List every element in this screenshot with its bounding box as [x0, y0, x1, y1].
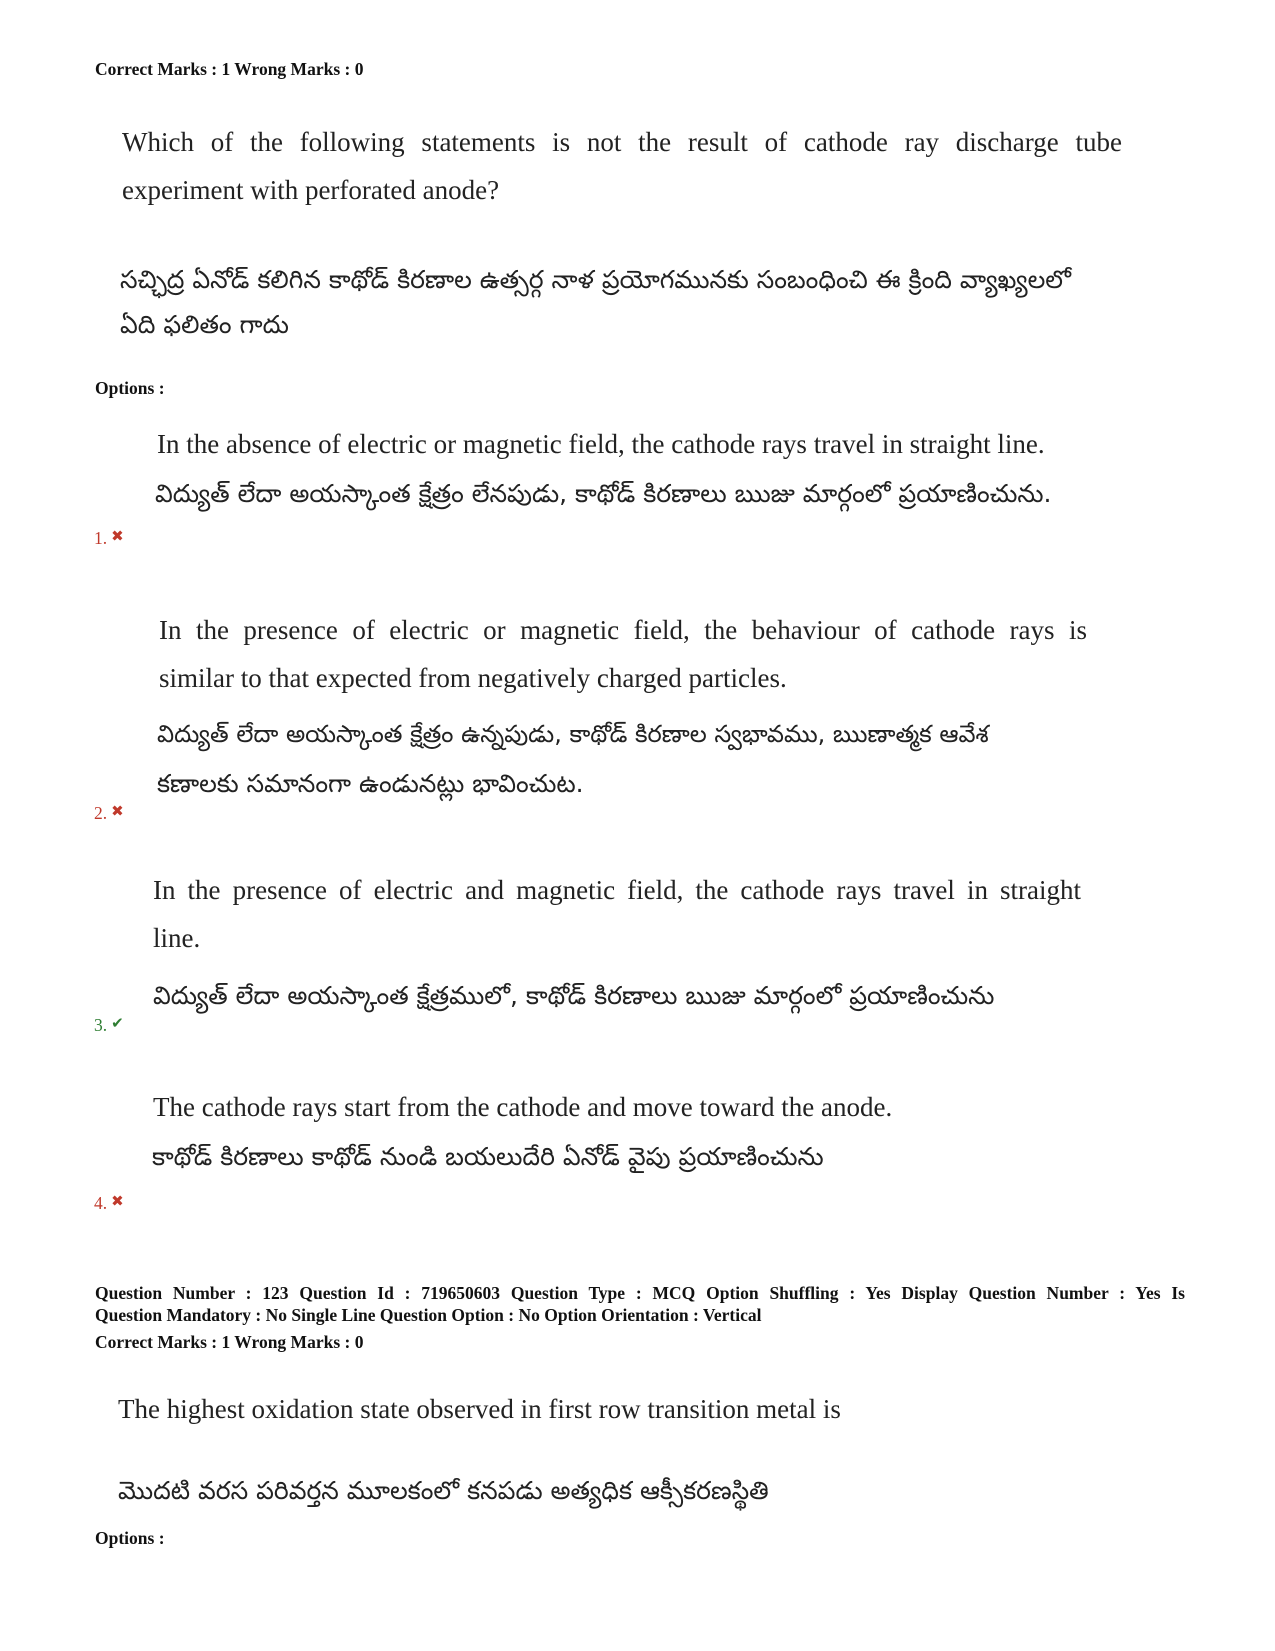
- option-3-number-text: 3.: [94, 1015, 108, 1035]
- option-1-number-text: 1.: [94, 528, 108, 548]
- option-2-en-line2: similar to that expected from negatively charged particles.: [159, 663, 787, 693]
- q122-question-te-line1: సచ్ఛిద్ర ఏనోడ్ కలిగిన కాథోడ్ కిరణాల ఉత్సర్గ నాళ ప్రయోగమునకు సంబంధించి ఈ క్రింది వ్యాఖ్యలలో: [120, 265, 1072, 294]
- option-4-number: [94, 1193, 124, 1214]
- option-1-en-line1: In the absence of electric or magnetic field, the cathode rays travel in straight line.: [157, 429, 1045, 459]
- option-2-number-text: 2.: [94, 803, 108, 823]
- q122-question-en-line2: experiment with perforated anode?: [122, 175, 500, 205]
- q123-header-line2: Question Mandatory : No Single Line Question Option : No Option Orientation : Vertical: [95, 1305, 762, 1325]
- option-3-en-line2: line.: [153, 923, 201, 953]
- option-2-number: [94, 803, 124, 824]
- q122-question-en-line1: Which of the following statements is not the result of cathode ray discharge tube: [122, 127, 1122, 157]
- option-4-number-text: 4.: [94, 1193, 108, 1213]
- option-2-te-line1: విద్యుత్ లేదా అయస్కాంత క్షేత్రం ఉన్నపుడు, కాథోడ్ కిరణాల స్వభావము, ఋణాత్మక ఆవేశ: [157, 720, 989, 748]
- option-1-number: [94, 528, 124, 549]
- q123-question-te: మొదటి వరస పరివర్తన మూలకంలో కనపడు అత్యధిక ఆక్సీకరణస్థితి: [118, 1476, 769, 1505]
- q122-question-te-line2: ఏది ఫలితం గాదు: [120, 310, 289, 339]
- option-2-en-line1: In the presence of electric or magnetic field, the behaviour of cathode rays is: [159, 615, 1087, 645]
- option-3-en-line1: In the presence of electric and magnetic field, the cathode rays travel in straight: [153, 875, 1081, 905]
- option-2-te-line2: కణాలకు సమానంగా ఉండునట్లు భావించుట.: [157, 769, 584, 798]
- cross-icon: ✖: [111, 1194, 124, 1210]
- q122-options-label: Options :: [95, 378, 165, 398]
- cross-icon: ✖: [111, 529, 124, 545]
- option-4-en-line1: The cathode rays start from the cathode and move toward the anode.: [153, 1092, 893, 1122]
- option-1-te-line1: విద్యుత్ లేదా అయస్కాంత క్షేత్రం లేనపుడు, కాథోడ్ కిరణాలు ఋజు మార్గంలో ప్రయాణించును.: [155, 479, 1052, 508]
- check-icon: ✔: [111, 1016, 124, 1032]
- q123-marks: Correct Marks : 1 Wrong Marks : 0: [95, 1332, 364, 1352]
- q123-options-label: Options :: [95, 1528, 165, 1548]
- option-4-te-line1: కాథోడ్ కిరణాలు కాథోడ్ నుండి బయలుదేరి ఏనోడ్ వైపు ప్రయాణించును: [152, 1142, 824, 1171]
- cross-icon: ✖: [111, 804, 124, 820]
- q122-marks: Correct Marks : 1 Wrong Marks : 0: [95, 59, 364, 79]
- option-3-te-line1: విద్యుత్ లేదా అయస్కాంత క్షేత్రములో, కాథోడ్ కిరణాలు ఋజు మార్గంలో ప్రయాణించును: [153, 981, 995, 1010]
- q123-header-line1: Question Number : 123 Question Id : 719650603 Question Type : MCQ Option Shuffling : Yes Display Question Number : Yes Is: [95, 1283, 1185, 1303]
- option-3-number: [94, 1015, 124, 1036]
- q123-question-en: The highest oxidation state observed in first row transition metal is: [118, 1394, 841, 1424]
